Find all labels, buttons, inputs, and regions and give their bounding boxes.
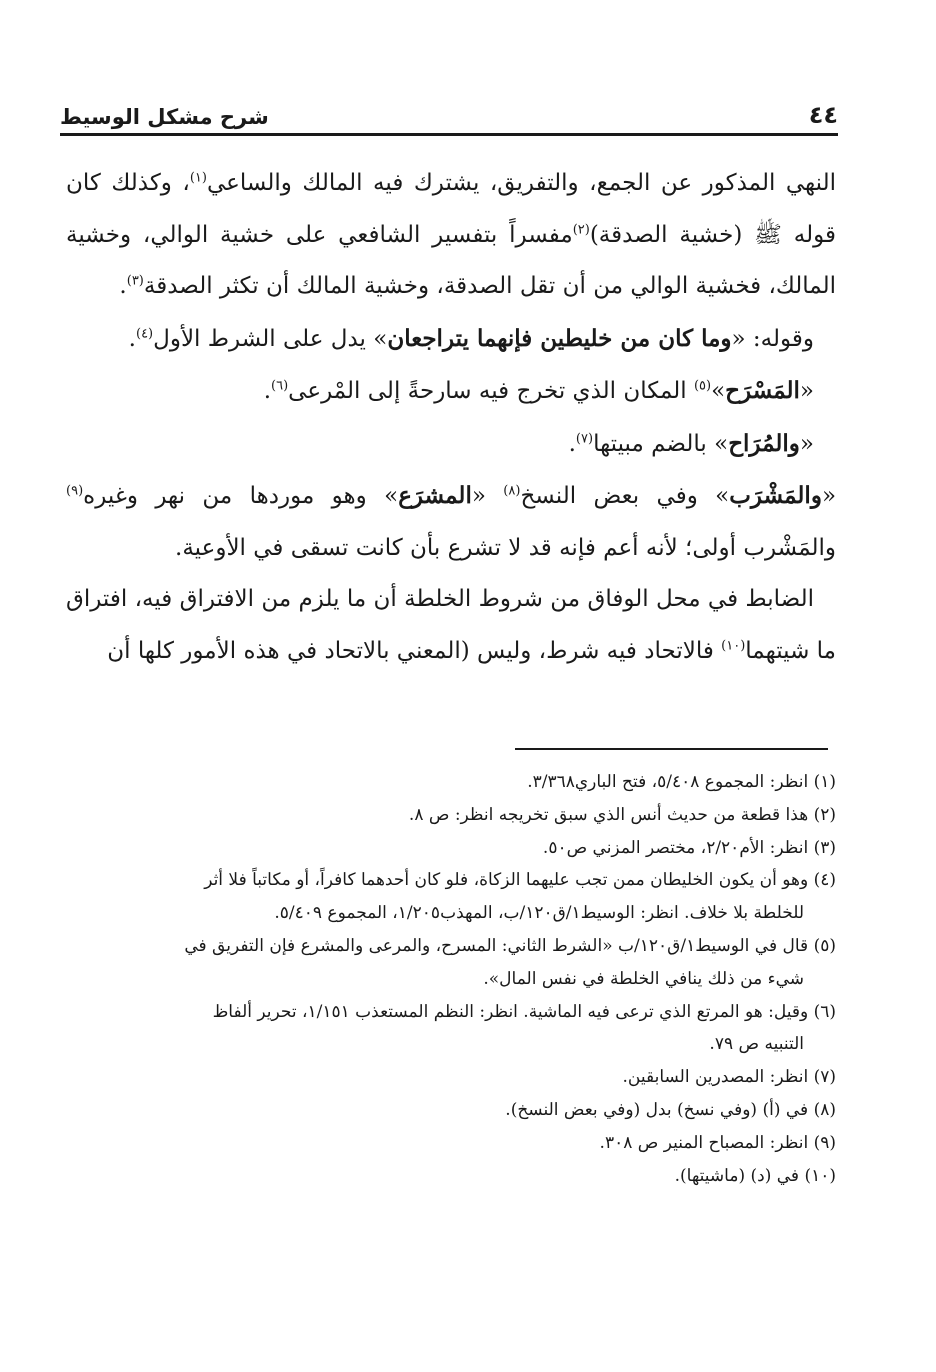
text-run: » بالضم مبيتها	[593, 430, 729, 457]
footnote-text: في (د) (ماشيتها).	[674, 1165, 800, 1186]
paragraph-5	[66, 470, 836, 574]
text-run: «	[821, 483, 837, 509]
text-run: .	[263, 378, 272, 404]
paragraph-3	[66, 365, 836, 418]
footnote-text-continued: للخلطة بلا خلاف. انظر: الوسيط١/ق١٢٠/ب، المهذب١/٢٠٥، المجموع ٥/٤٠٩.	[274, 903, 804, 924]
footnote-6	[66, 996, 836, 1062]
footnote-10	[66, 1160, 836, 1193]
defined-term: والمُرَاح	[728, 429, 800, 457]
footnotes	[66, 766, 836, 1192]
text-run: » يدل على الشرط الأول	[153, 325, 388, 352]
footnote-ref-1[interactable]: (١)	[189, 170, 207, 186]
hadith-quote: وما كان من خليطين فإنهما يتراجعان	[387, 324, 732, 352]
text-run: .	[128, 325, 136, 352]
text-run: «	[471, 483, 504, 509]
text-run: .	[568, 430, 576, 457]
footnote-text: في (أ) (وفي نسخ) بدل (وفي بعض النسخ).	[505, 1099, 809, 1120]
footnote-number: (٨)	[813, 1099, 836, 1120]
text-run: النهي المذكور عن الجمع، والتفريق، يشترك فيه المالك والساعي	[206, 170, 836, 196]
text-run: »	[711, 378, 726, 404]
text-run: فالاتحاد فيه شرط، وليس (المعني بالاتحاد في هذه الأمور كلها أن	[107, 637, 722, 664]
footnote-text: انظر: المصدرين السابقين.	[622, 1067, 809, 1088]
text-run: .	[119, 273, 127, 299]
page-header	[60, 96, 838, 136]
text-run: مفسراً بتفسير الشافعي على خشية الوالي، وخشية المالك، فخشية الوالي من أن تقل الصدقة، وخشية المالك أن تكثر الصدقة	[66, 221, 836, 299]
footnote-ref-4[interactable]: (٤)	[135, 326, 154, 342]
footnote-separator	[515, 748, 828, 750]
text-run: المكان الذي تخرج فيه سارحةً إلى المْرعى	[288, 378, 694, 404]
footnote-number: (٢)	[813, 804, 836, 825]
paragraph-2	[66, 313, 836, 366]
footnote-ref-9[interactable]: (٩)	[66, 483, 84, 499]
text-run: «	[799, 430, 814, 457]
defined-term: المَسْرَح	[725, 377, 800, 404]
footnote-number: (٦)	[813, 1001, 836, 1022]
footnote-ref-7[interactable]: (٧)	[575, 431, 594, 447]
paragraph-6	[66, 574, 836, 677]
page-number: ٤٤	[808, 101, 838, 129]
footnote-ref-3[interactable]: (٣)	[126, 273, 144, 289]
footnote-text: وهو أن يكون الخليطان ممن تجب عليهما الزكاة، فلو كان أحدهما كافراً، أو مكاتباً فلا أثر	[204, 870, 809, 891]
footnote-ref-5[interactable]: (٥)	[693, 378, 712, 394]
footnote-text-continued: التنبيه ص ٧٩.	[709, 1034, 804, 1055]
text-run: وقوله: «	[731, 325, 814, 352]
paragraph-1	[66, 158, 836, 313]
footnote-number: (٣)	[813, 837, 836, 858]
defined-term: والمَشْرَب	[729, 482, 822, 509]
footnote-2	[66, 799, 836, 832]
footnote-text: انظر: المصباح المنير ص ٣٠٨.	[599, 1132, 809, 1153]
footnote-number: (٧)	[813, 1067, 836, 1088]
text-run: والمَشْرب أولى؛ لأنه أعم فإنه قد لا تشرع بأن كانت تسقى في الأوعية.	[175, 534, 836, 561]
footnote-ref-10[interactable]: (١٠)	[721, 638, 746, 654]
footnote-3	[66, 832, 836, 865]
footnote-8	[66, 1094, 836, 1127]
footnote-number: (٥)	[813, 935, 836, 956]
paragraph-4	[66, 418, 836, 471]
text-run: ، وكذلك كان قوله ﷺ (خشية الصدقة)	[66, 170, 836, 248]
footnote-7	[66, 1061, 836, 1094]
footnote-1	[66, 766, 836, 799]
footnote-text: قال في الوسيط١/ق١٢٠/ب «الشرط الثاني: المسرح، والمرعى والمشرع فإن التفريق في	[184, 935, 809, 956]
footnote-4	[66, 864, 836, 930]
text-run: » وهو موردها من نهر وغيره	[83, 483, 399, 509]
footnote-number: (٤)	[813, 870, 836, 891]
footnote-text: وقيل: هو المرتع الذي ترعى فيه الماشية. انظر: النظم المستعذب ١/١٥١، تحرير ألفاظ	[212, 1001, 809, 1022]
main-text	[66, 158, 836, 677]
running-title: شرح مشكل الوسيط	[60, 105, 269, 129]
text-run: «	[799, 378, 814, 404]
footnote-number: (١)	[813, 772, 836, 792]
footnote-number: (٩)	[813, 1132, 836, 1153]
footnote-9	[66, 1127, 836, 1160]
footnote-text: انظر: الأم٢/٢٠، مختصر المزني ص٥٠.	[542, 837, 809, 858]
text-run: الضابط في محل الوفاق من شروط الخلطة أن ما يلزم من الافتراق فيه، افتراق ما شيتهما	[66, 586, 836, 664]
footnote-5	[66, 930, 836, 996]
footnote-text-continued: شيء من ذلك ينافي الخلطة في نفس المال».	[483, 968, 804, 989]
text-run: » وفي بعض النسخ	[520, 483, 730, 509]
footnote-text: انظر: المجموع ٥/٤٠٨، فتح الباري٣/٣٦٨.	[527, 772, 809, 792]
footnote-number: (١٠)	[804, 1165, 836, 1186]
footnote-ref-6[interactable]: (٦)	[271, 378, 289, 394]
footnote-ref-8[interactable]: (٨)	[503, 483, 521, 499]
footnote-ref-2[interactable]: (٢)	[572, 222, 590, 238]
defined-term: المشرَع	[398, 482, 472, 509]
footnote-text: هذا قطعة من حديث أنس الذي سبق تخريجه انظر: ص ٨.	[408, 804, 809, 825]
